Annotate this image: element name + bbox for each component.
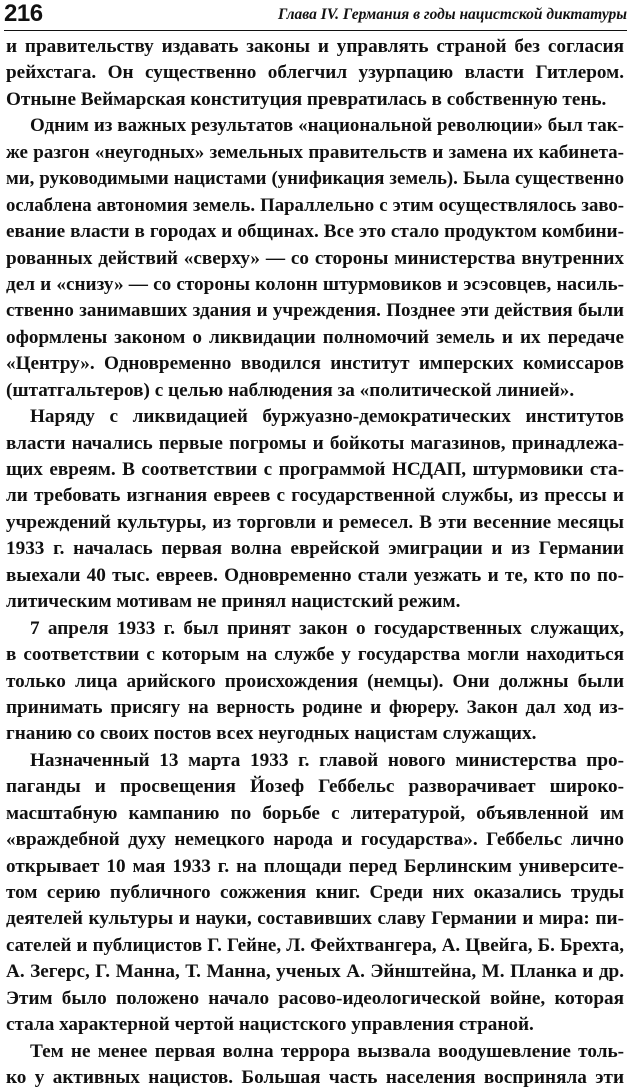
text-line: рейхстага. Он существенно облегчил узурпацию власти Гитлером. [6,62,624,84]
text-line: А. Зегерс, Г. Манна, Т. Манна, ученых А. Эйнштейна, М. Планка и др. [6,961,624,983]
text-line: деятелей культуры и науки, составивших славу Германии и мира: пи- [6,908,624,930]
text-line: рованных действий «сверху» — со стороны министерства внутренних [6,247,624,269]
text-line: в соответствии с которым на службе у государства могли находиться [6,644,624,666]
text-line: паганды и просвещения Йозеф Геббельс разворачивает широко- [6,776,624,798]
text-line: 1933 г. началась первая волна еврейской эмиграции и из Германии [6,538,624,560]
text-line: ко у активных нацистов. Большая часть населения восприняла эти [6,1067,624,1089]
page-header [4,0,627,30]
text-line: щих евреям. В соответствии с программой НСДАП, штурмовики ста- [6,459,624,480]
text-line: оформлены законом о ликвидации полномочий земель и их передаче [6,326,624,348]
paragraph-first-line: 7 апреля 1933 г. был принят закон о государственных служащих, [30,617,624,639]
text-line: учреждений культуры, из торговли и ремесел. В эти весенние месяцы [6,511,624,533]
page-number: 216 [4,0,43,27]
text-line: (штатгальтеров) с целью наблюдения за «политической линией». [6,379,575,401]
text-line: открывает 10 мая 1933 г. на площади перед Берлинским университе- [6,855,624,877]
paragraph-first-line: Тем не менее первая волна террора вызвала воодушевление толь- [30,1040,624,1062]
text-line: «враждебной духу немецкого народа и государства». Геббельс лично [6,829,624,851]
text-line: дел и «снизу» — со стороны колонн штурмовиков и эсэсовцев, насиль- [6,273,624,295]
text-line: принимать присягу на верность родине и фюреру. Закон дал ход из- [6,696,624,718]
text-line: евание власти в городах и общинах. Все это стало продуктом комбини- [6,221,624,243]
paragraph-first-line: Назначенный 13 марта 1933 г. главой нового министерства про- [30,749,624,771]
text-line: выехали 40 тыс. евреев. Одновременно стали уезжать и те, кто по по- [6,564,624,586]
text-line: Этим было положено начало расово-идеологической войне, которая [6,987,624,1009]
running-head: Глава IV. Германия в годы нацистской диктатуры [278,6,627,23]
text-line: ослаблена автономия земель. Параллельно с этим осуществлялось заво- [6,194,624,216]
text-line: стала характерной чертой нацистского управления страной. [6,1014,534,1036]
text-line: том серию публичного сожжения книг. Среди них оказались труды [6,882,624,903]
text-line: ственно занимавших здания и учреждения. Позднее эти действия были [6,300,624,322]
text-line: ли требовать изгнания евреев с государственной службы, из прессы и [6,485,624,507]
paragraph-first-line: Наряду с ликвидацией буржуазно-демократических институтов [30,406,624,428]
text-line: масштабную кампанию по борьбе с литературой, объявленной им [6,802,624,824]
body-text [6,34,624,1092]
paragraph-first-line: Одним из важных результатов «национальной революции» был так- [30,115,624,137]
text-line: власти начались первые погромы и бойкоты магазинов, принадлежа- [6,432,624,454]
text-line: «Центру». Одновременно вводился институт имперских комиссаров [6,353,624,375]
text-line: ми, руководимыми нацистами (унификация земель). Была существенно [6,168,624,190]
text-line: только лица арийского происхождения (немцы). Они должны были [6,670,624,692]
text-line: сателей и публицистов Г. Гейне, Л. Фейхтвангера, А. Цвейга, Б. Брехта, [6,934,624,956]
header-rule [4,30,627,31]
text-line: же разгон «неугодных» земельных правительств и замена их кабинета- [6,141,624,163]
text-line: и правительству издавать законы и управлять страной без согласия [6,36,624,57]
text-line: Отныне Веймарская конституция превратилась в собственную тень. [6,88,607,110]
text-line: литическим мотивам не принял нацистский режим. [6,591,461,613]
text-line: гнанию со своих постов всех неугодных нацистам служащих. [6,723,537,745]
